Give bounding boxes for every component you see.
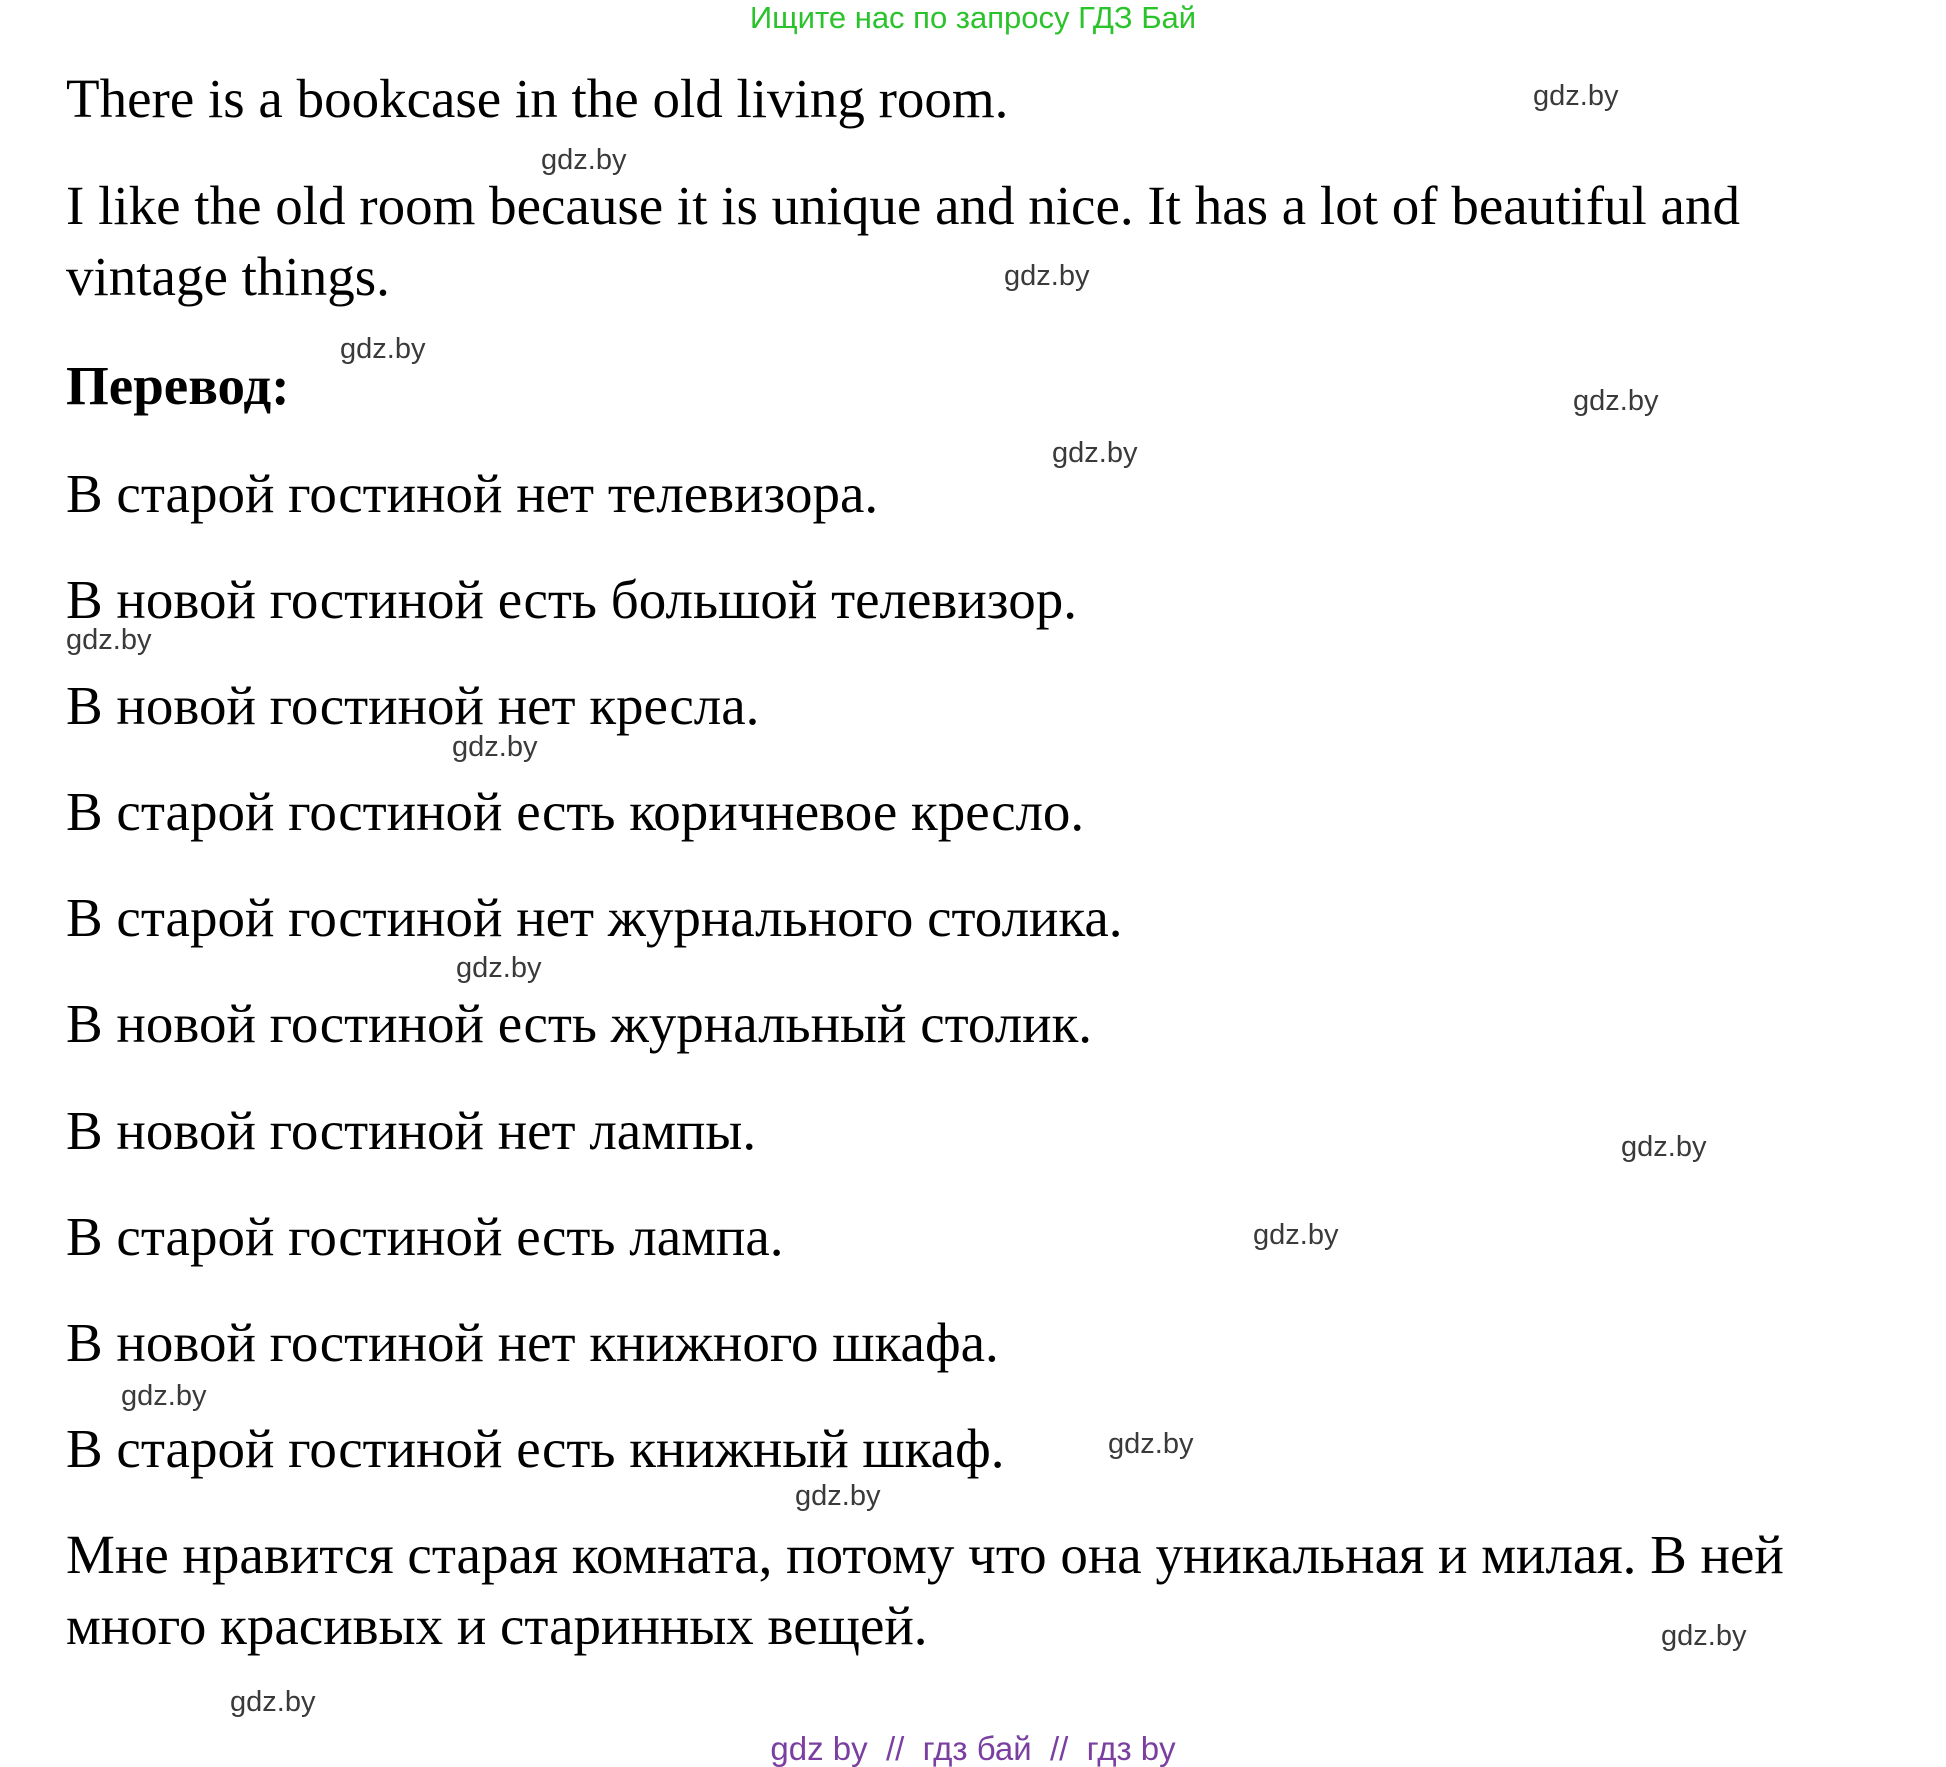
translation-line: В старой гостиной нет журнального столика.: [66, 887, 1123, 948]
watermark: gdz.by: [1004, 260, 1090, 292]
footer-links: gdz by // гдз бай // гдз by: [770, 1730, 1176, 1767]
closing-paragraph-line-2: много красивых и старинных вещей.: [66, 1595, 928, 1656]
watermark: gdz.by: [1253, 1219, 1339, 1251]
closing-paragraph-line-1: Мне нравится старая комната, потому что она уникальная и милая. В ней: [66, 1524, 1784, 1585]
watermark: gdz.by: [230, 1686, 316, 1718]
translation-heading: Перевод:: [66, 355, 290, 416]
translation-line: В новой гостиной нет кресла.: [66, 675, 760, 736]
watermark: gdz.by: [452, 731, 538, 763]
search-banner: Ищите нас по запросу ГДЗ Бай: [749, 0, 1197, 35]
watermark: gdz.by: [1533, 80, 1619, 112]
translation-line: В старой гостиной есть лампа.: [66, 1206, 784, 1267]
watermark: gdz.by: [1573, 385, 1659, 417]
english-sentence: There is a bookcase in the old living room.: [66, 68, 1009, 129]
translation-line: В старой гостиной нет телевизора.: [66, 463, 879, 524]
watermark: gdz.by: [456, 952, 542, 984]
translation-line: В новой гостиной есть большой телевизор.: [66, 569, 1077, 630]
watermark: gdz.by: [340, 333, 426, 365]
watermark: gdz.by: [795, 1480, 881, 1512]
watermark: gdz.by: [121, 1380, 207, 1412]
translation-line: В новой гостиной нет лампы.: [66, 1100, 757, 1161]
watermark: gdz.by: [1661, 1620, 1747, 1652]
english-paragraph-line-1: I like the old room because it is unique and nice. It has a lot of beautiful and: [66, 175, 1740, 236]
translation-line: В старой гостиной есть коричневое кресло.: [66, 781, 1085, 842]
watermark: gdz.by: [66, 624, 152, 656]
watermark: gdz.by: [1052, 437, 1138, 469]
watermark: gdz.by: [1108, 1428, 1194, 1460]
watermark: gdz.by: [1621, 1131, 1707, 1163]
english-paragraph-line-2: vintage things.: [66, 246, 390, 307]
translation-line: В новой гостиной нет книжного шкафа.: [66, 1312, 999, 1373]
watermark: gdz.by: [541, 144, 627, 176]
translation-line: В новой гостиной есть журнальный столик.: [66, 993, 1093, 1054]
translation-line: В старой гостиной есть книжный шкаф.: [66, 1418, 1005, 1479]
